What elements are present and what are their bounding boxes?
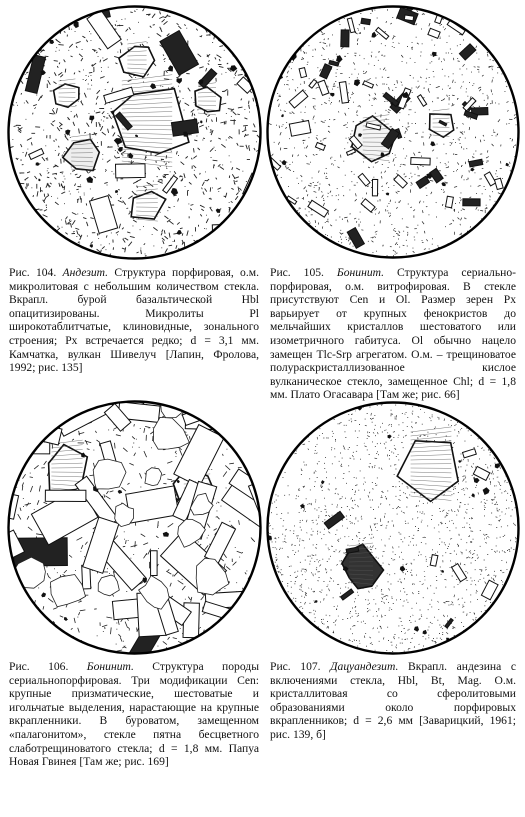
caption-107-rock-name: Дацуандезит. <box>330 660 399 673</box>
caption-106-text: Структура породы сериальнопорфировая. Три модификации Cen: крупные призматические, шестоватые и игольчатые выделения, нарастающие на крупные вкрапленники. В буроватом, замещенном «палагонитом», стекле пятна бесцветного слаботрещиноватого стекла; d = 1,8 мм. Папуа Новая Гвинея [Там же; рис. 169] <box>9 660 259 769</box>
micrograph-106-drawing <box>7 400 262 655</box>
caption-106-rock-name: Бонинит. <box>86 660 134 673</box>
micrograph-105 <box>266 5 520 259</box>
caption-107 <box>270 660 516 742</box>
caption-107-number: Рис. 107. <box>270 660 321 673</box>
caption-104-rock-name: Андезит. <box>62 266 109 279</box>
micrograph-104 <box>7 5 262 260</box>
micrograph-107-drawing <box>266 401 520 655</box>
caption-104 <box>9 266 259 375</box>
caption-105-number: Рис. 105. <box>270 266 324 279</box>
caption-104-number: Рис. 104. <box>9 266 57 279</box>
micrograph-106 <box>7 400 262 655</box>
caption-107-text: Вкрапл. андезина с включениями стекла, Hbl, Bt, Mag. О.м. кристаллитовая со сферолитовыми образованиями около порфировых вкрапленников; d = 2,6 мм [Заварицкий, 1961; рис. 139, б] <box>270 660 516 741</box>
caption-105-rock-name: Бонинит. <box>336 266 385 279</box>
caption-105-text: Структура сериально-порфировая, о.м. витрофировая. В стекле присутствуют Cen и Ol. Размер зерен Px варьирует от крупных фенокристов до мельчайших кристаллов шестоватого или изометричного габитуса. Ol обычно нацело замещен Tlc-Srp агрегатом. О.м. – трещиноватое полураскристаллизованное кислое вулканическое стекло, замещенное Chl; d = 1,8 мм. Плато Огасавара [Там же; рис. 66] <box>270 266 516 402</box>
caption-105 <box>270 266 516 402</box>
caption-106 <box>9 660 259 769</box>
caption-106-number: Рис. 106. <box>9 660 69 673</box>
caption-104-text: Структура порфировая, о.м. микролитовая с небольшим количеством стекла. Вкрапл. бурой базальтической Hbl опацитизированы. Микролиты Pl широкотаблитчатые, клиновидные, зонального строения; Px встречается редко; d = 3,1 мм. Камчатка, вулкан Шивелуч [Лапин, Фролова, 1992; рис. 135] <box>9 266 259 375</box>
micrograph-107 <box>266 401 520 655</box>
micrograph-104-drawing <box>7 5 262 260</box>
micrograph-105-drawing <box>266 5 520 259</box>
